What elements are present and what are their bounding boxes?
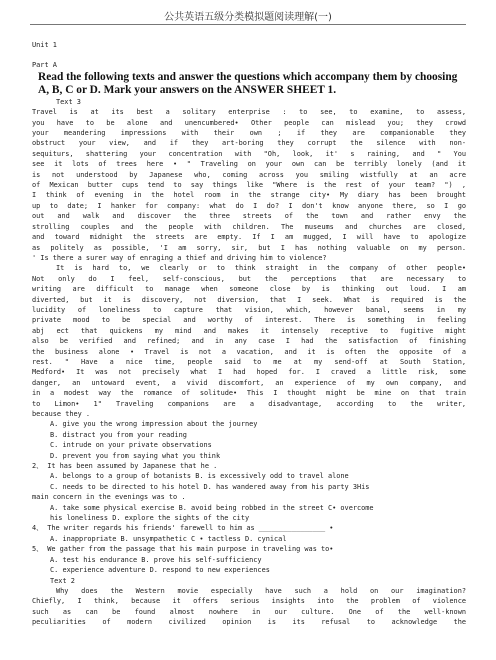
text-line: ' Is there a surer way of enraging a thief and driving him to violence? [32, 253, 327, 262]
option-c: C. intrude on your private observations [50, 441, 212, 450]
text-line: It is hard to, we clearly or to think straight in the company of other people• [56, 264, 466, 273]
text-line: Travel is at its best a solitary enterprise : to see, to examine, to assess, [32, 108, 466, 117]
text-line: as politely as possible, 'I am sorry, sir, but I has nothing valuable on my person. [32, 243, 466, 252]
text-line: the business alone • Travel is not a vacation, and it is often the opposite of a [32, 347, 466, 356]
text-line: to Limon• 1" Traveling companions are a disadvantage, according to the writer, [32, 399, 466, 408]
text-line: abj ect that quickens my mind and makes it intensely receptive to fugitive might [32, 326, 466, 335]
text1-paragraph-1 [32, 107, 466, 263]
question-stem: 2、 It has been assumed by Japanese that he . [32, 462, 218, 471]
text-line: Why does the Western movie especially have such a hold on our imagination? [56, 586, 466, 595]
unit-label: Unit 1 [32, 41, 57, 49]
text-line: strolling couples and the people with children. The museums and churches are closed, [32, 222, 466, 231]
option-d: D. prevent you from saying what you think [50, 451, 221, 460]
question-stem: 5、 We gather from the passage that his main purpose in traveling was to• [32, 545, 334, 554]
text-line: lucidity of loneliness to capture that vision, which, however banal, seems in my [32, 305, 466, 314]
text-line: also be verified and refined; and in any case I had the satisfaction of finishing [32, 337, 466, 346]
question-options-line: A. inappropriate B. unsympathetic C • tactless D. cynical [50, 534, 287, 543]
header-divider [30, 24, 466, 25]
document-body [32, 40, 466, 628]
text-line: such as can be found almost nowhere in our culture. One of the well-known [32, 607, 466, 616]
option-b: B. distract you from your reading [50, 430, 187, 439]
question-2 [32, 461, 466, 503]
question-options-line: C. experience adventure D. respond to new experiences [50, 566, 270, 575]
instructions: Read the following texts and answer the questions which accompany them by choosing A, B, C or D. Mark your answers on the ANSWER SHEET 1. [38, 70, 458, 96]
text-line: you have to be alone and unencumbered• Other people can mislead you; they crowd [32, 118, 466, 127]
question-options-line: his loneliness D. explore the sights of the city [50, 514, 250, 523]
text-line: sequiturs, shattering your concentration with "Oh, look, it' s raining, and " You [32, 149, 466, 158]
question-options-line: A. belongs to a group of botanists B. is excessively odd to travel alone [50, 472, 349, 481]
text-line: because they . [32, 410, 91, 418]
question-options-line: A. test his endurance B. prove his self-sufficiency [50, 555, 262, 564]
text-label: Text 3 [56, 97, 81, 106]
text-line: writing are difficult to manage when someone close by is thinking out loud. I am [32, 285, 466, 294]
text-line: out and walk and discover the three streets of the town and rather envy the [32, 212, 466, 221]
question-5 [32, 544, 466, 575]
text-line: Chiefly, I think, because it offers serious insights into the problem of violence [32, 597, 466, 606]
text-line: Not only do I feel, self-conscious, but the perceptions that are necessary to [32, 274, 466, 283]
text-line: of Mexican butter cups tend to say things like "Where is the rest of your team? ") , [32, 181, 466, 190]
text-line: is not understood by Japanese who, coming across you smiling wistfully at an acre [32, 170, 466, 179]
text-line: and toward midnight the streets are empty. If I am mugged, I will have to apologize [32, 233, 466, 242]
text-line: rest. " Have a nice time, people said to me at my send-off at South Station, [32, 357, 466, 366]
text-line: up to date; I hanker for company: what do I do? I don't know anyone there, so I go [32, 201, 466, 210]
text-line: private mood to be special and worthy of interest. There is something in feeling [32, 316, 466, 325]
text-line: I think of evening in the hotel room in the strange city• My diary has been brought [32, 191, 466, 200]
text-line: peculiarities of modern civilized opinion is its refusal to acknowledge the [32, 618, 466, 627]
text2-paragraph [32, 586, 466, 628]
spacer [32, 50, 466, 60]
question-options-line: A. take some physical exercise B. avoid being robbed in the street C• overcome [50, 503, 374, 512]
part-label: Part A [32, 61, 57, 70]
text-line: in a modest way the romance of solitude• This I thought might be mine on that train [32, 389, 466, 398]
text-line: obstruct your view, and if they art-boring they corrupt the silence with non- [32, 139, 466, 148]
text-line: your meandering impressions with their own ; if they are companionable they [32, 129, 466, 138]
question-1-options [32, 419, 466, 461]
question-options-line: C. needs to be directed to his hotel D. has wandered away from his party 3His [50, 482, 370, 491]
question-3-options [32, 503, 466, 524]
text1-paragraph-2 [32, 263, 466, 419]
page-title: 公共英语五级分类模拟题阅读理解(一) [164, 12, 332, 23]
text-line: see it lots of trees here • " Traveling on your own can be terribly lonely (and it [32, 160, 466, 169]
text-label: Text 2 [50, 576, 75, 585]
question-stem: 4、 The writer regards his friends' farewell to him as ________________ • [32, 524, 334, 533]
question-4 [32, 523, 466, 544]
text-line: danger, an untoward event, a vivid discomfort, an experience of my own company, and [32, 378, 466, 387]
option-a: A. give you the wrong impression about the journey [50, 420, 258, 429]
text-line: Medford• It was not precisely what I had hoped for. I craved a little risk, some [32, 368, 466, 377]
question-stem: main concern in the evenings was to . [32, 493, 186, 502]
text-line: diverted, but it is discovery, not diversion, that I seek. What is required is the [32, 295, 466, 304]
